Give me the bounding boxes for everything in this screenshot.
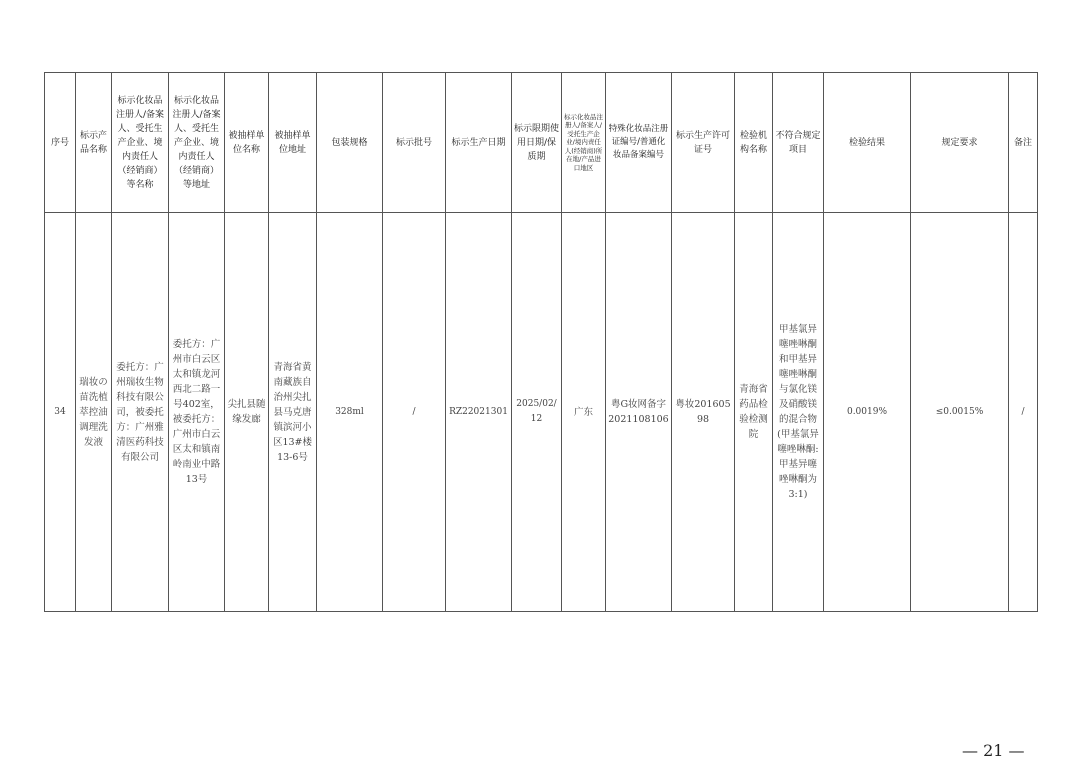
cell-package: 328ml bbox=[317, 213, 383, 612]
cell-sampled-address: 青海省黄南藏族自治州尖扎县马克唐镇滨河小区13#楼13-6号 bbox=[269, 213, 317, 612]
cell-region: 广东 bbox=[562, 213, 606, 612]
header-failed-item: 不符合规定项目 bbox=[773, 73, 824, 213]
cell-company-name: 委托方：广州瑞妆生物科技有限公司，被委托方：广州雅清医药科技有限公司 bbox=[112, 213, 169, 612]
cell-failed-item: 甲基氯异噻唑啉酮和甲基异噻唑啉酮与氯化镁及硝酸镁的混合物(甲基氯异噻唑啉酮:甲基异噻唑啉酮为3:1) bbox=[773, 213, 824, 612]
header-package: 包装规格 bbox=[317, 73, 383, 213]
header-inspection-agency: 检验机构名称 bbox=[735, 73, 773, 213]
cell-product-name: 瑞妆の苗洗植萃控油调理洗发液 bbox=[76, 213, 112, 612]
cell-result: 0.0019% bbox=[824, 213, 911, 612]
header-company-address: 标示化妆品注册人/备案人、受托生产企业、境内责任人（经销商）等地址 bbox=[169, 73, 225, 213]
header-requirement: 规定要求 bbox=[911, 73, 1009, 213]
cell-requirement: ≤0.0015% bbox=[911, 213, 1009, 612]
cell-record-number: 粤G妆网备字2021108106 bbox=[606, 213, 672, 612]
header-result: 检验结果 bbox=[824, 73, 911, 213]
cell-batch: / bbox=[383, 213, 446, 612]
header-production-date: 标示生产日期 bbox=[446, 73, 512, 213]
inspection-table bbox=[44, 72, 1038, 612]
cell-expiry: 2025/02/12 bbox=[512, 213, 562, 612]
header-expiry: 标示限期使用日期/保质期 bbox=[512, 73, 562, 213]
header-license: 标示生产许可证号 bbox=[672, 73, 735, 213]
header-company-name: 标示化妆品注册人/备案人、受托生产企业、境内责任人（经销商）等名称 bbox=[112, 73, 169, 213]
cell-inspection-agency: 青海省药品检验检测院 bbox=[735, 213, 773, 612]
header-batch: 标示批号 bbox=[383, 73, 446, 213]
header-region: 标示化妆品注册人/备案人/受托生产企业/境内责任人(经销商)所在地/产品进口地区 bbox=[562, 73, 606, 213]
header-sampled-address: 被抽样单位地址 bbox=[269, 73, 317, 213]
header-remark: 备注 bbox=[1009, 73, 1038, 213]
cell-license: 粤妆20160598 bbox=[672, 213, 735, 612]
header-product-name: 标示产品名称 bbox=[76, 73, 112, 213]
cell-seq: 34 bbox=[45, 213, 76, 612]
cell-production-date: RZ22021301 bbox=[446, 213, 512, 612]
page-number: — 21 — bbox=[962, 741, 1025, 760]
cell-company-address: 委托方：广州市白云区太和镇龙河西北二路一号402室，被委托方：广州市白云区太和镇南岭南业中路13号 bbox=[169, 213, 225, 612]
header-sampled-unit: 被抽样单位名称 bbox=[225, 73, 269, 213]
cell-sampled-unit: 尖扎县随缘发廊 bbox=[225, 213, 269, 612]
table-header-row bbox=[45, 73, 1038, 213]
cell-remark: / bbox=[1009, 213, 1038, 612]
header-seq: 序号 bbox=[45, 73, 76, 213]
header-record-number: 特殊化妆品注册证编号/普通化妆品备案编号 bbox=[606, 73, 672, 213]
table-row bbox=[45, 213, 1038, 612]
